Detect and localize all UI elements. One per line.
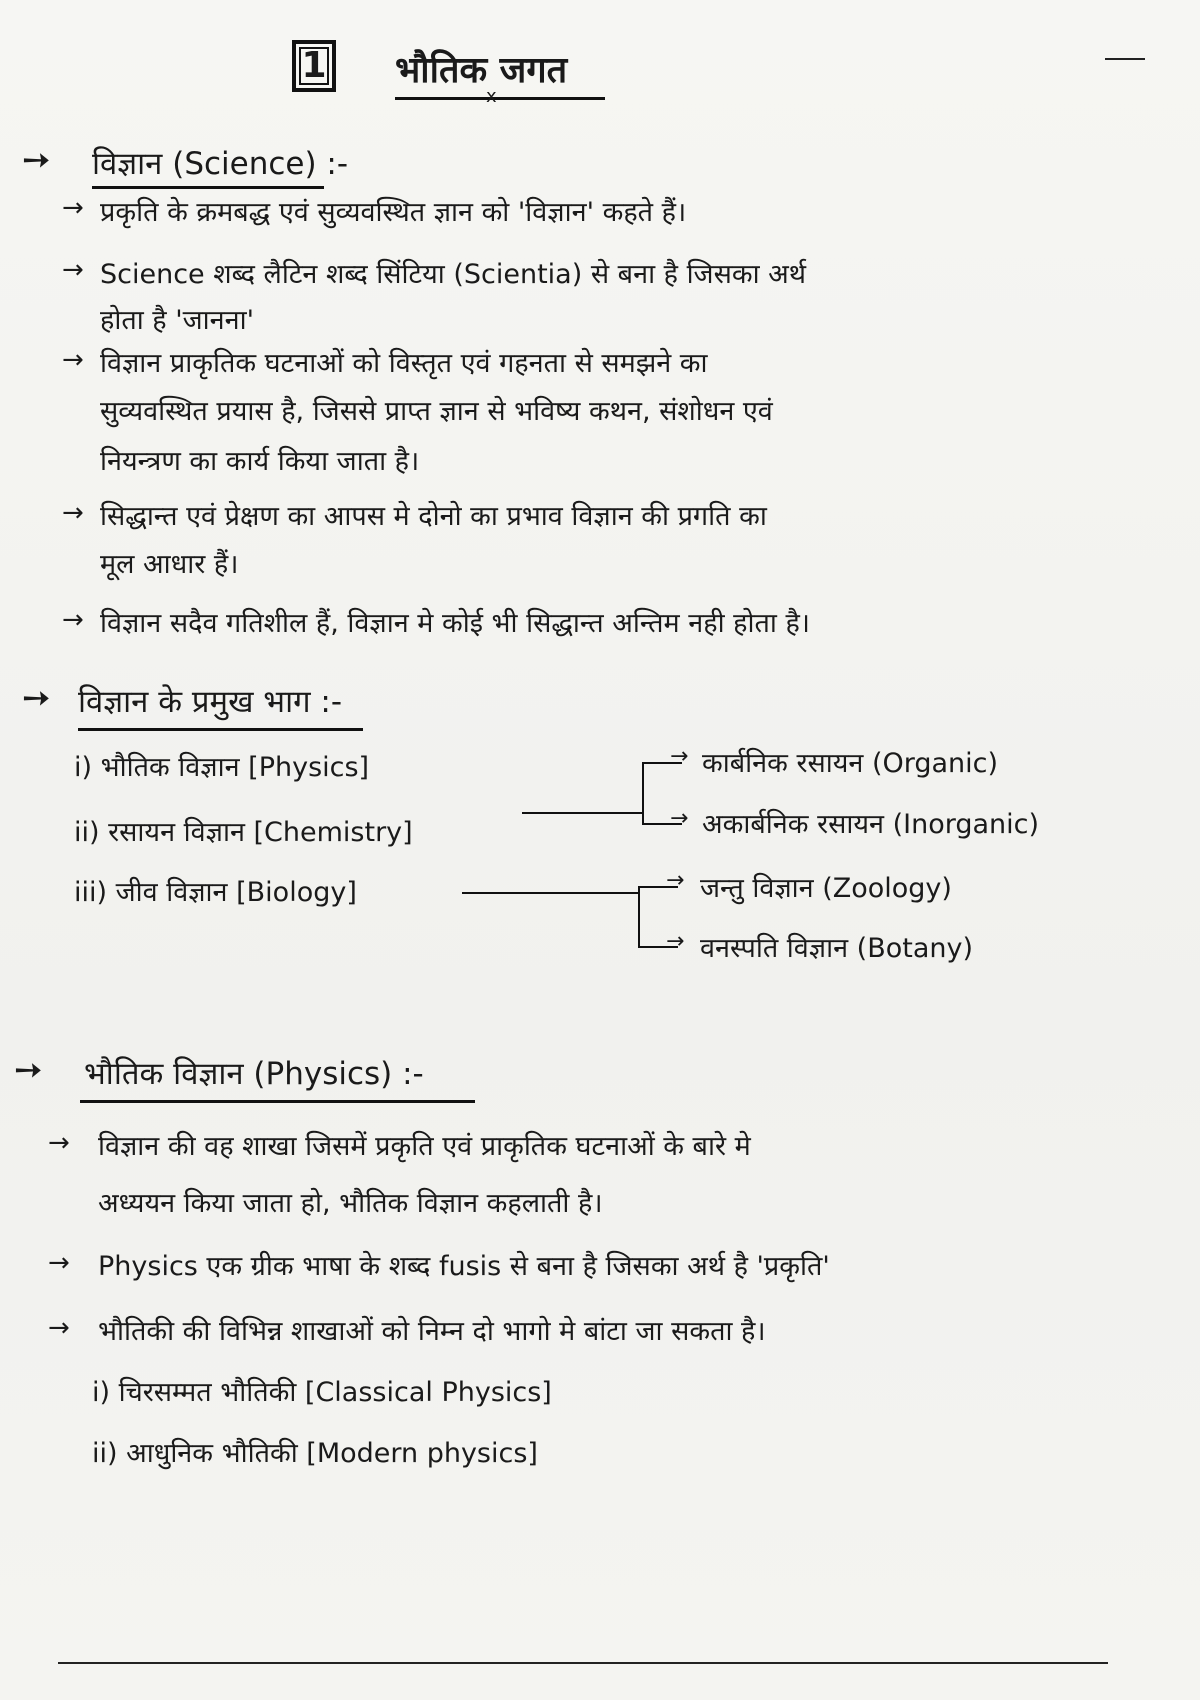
- biology-branch: जन्तु विज्ञान (Zoology): [700, 873, 952, 904]
- science-point: होता है 'जानना': [100, 305, 255, 336]
- chapter-number: 1: [292, 40, 336, 92]
- title-underline: [395, 97, 605, 100]
- branch-connector: [638, 886, 640, 948]
- physics-branch-item: ii) आधुनिक भौतिकी [Modern physics]: [92, 1438, 538, 1469]
- branch-connector: [642, 762, 644, 824]
- science-point: मूल आधार हैं।: [100, 549, 239, 580]
- margin-dash: [1105, 58, 1145, 60]
- science-point: विज्ञान प्राकृतिक घटनाओं को विस्तृत एवं गहनता से समझने का: [100, 348, 708, 379]
- science-part-item: i) भौतिक विज्ञान [Physics]: [74, 752, 370, 783]
- parts-heading: विज्ञान के प्रमुख भाग :-: [78, 684, 343, 720]
- physics-heading: भौतिक विज्ञान (Physics) :-: [84, 1056, 424, 1092]
- heading-arrow-icon: ➙: [22, 140, 51, 180]
- bullet-arrow-icon: →: [48, 1313, 70, 1343]
- science-point: नियन्त्रण का कार्य किया जाता है।: [100, 446, 420, 477]
- bullet-arrow-icon: →: [62, 255, 84, 285]
- science-heading-underline: [92, 186, 324, 189]
- title-mark: x: [486, 86, 497, 107]
- science-heading: विज्ञान (Science) :-: [92, 146, 349, 182]
- physics-point: अध्ययन किया जाता हो, भौतिक विज्ञान कहलाती है।: [98, 1188, 603, 1219]
- physics-heading-underline: [80, 1100, 475, 1103]
- branch-arrow-icon: →: [670, 806, 689, 831]
- science-point: सिद्धान्त एवं प्रेक्षण का आपस मे दोनो का प्रभाव विज्ञान की प्रगति का: [100, 501, 767, 532]
- bullet-arrow-icon: →: [62, 605, 84, 635]
- biology-branch: वनस्पति विज्ञान (Botany): [700, 933, 974, 964]
- science-point: सुव्यवस्थित प्रयास है, जिससे प्राप्त ज्ञान से भविष्य कथन, संशोधन एवं: [100, 396, 773, 427]
- page-bottom-rule: [58, 1662, 1108, 1664]
- branch-arrow-icon: →: [666, 929, 685, 954]
- chemistry-branch: कार्बनिक रसायन (Organic): [702, 748, 999, 779]
- branch-arrow-icon: →: [666, 868, 685, 893]
- science-point: Science शब्द लैटिन शब्द सिंटिया (Scientia) से बना है जिसका अर्थ: [100, 259, 807, 290]
- chapter-title: भौतिक जगत: [395, 50, 568, 91]
- science-point: प्रकृति के क्रमबद्ध एवं सुव्यवस्थित ज्ञान को 'विज्ञान' कहते हैं।: [100, 197, 687, 228]
- bullet-arrow-icon: →: [62, 498, 84, 528]
- physics-point: Physics एक ग्रीक भाषा के शब्द fusis से बना है जिसका अर्थ है 'प्रकृति': [98, 1251, 830, 1282]
- bullet-arrow-icon: →: [62, 193, 84, 223]
- bullet-arrow-icon: →: [48, 1248, 70, 1278]
- branch-connector: [462, 892, 640, 894]
- heading-arrow-icon: ➙: [14, 1050, 43, 1090]
- bullet-arrow-icon: →: [48, 1128, 70, 1158]
- physics-branch-item: i) चिरसम्मत भौतिकी [Classical Physics]: [92, 1377, 552, 1408]
- bullet-arrow-icon: →: [62, 345, 84, 375]
- physics-point: विज्ञान की वह शाखा जिसमें प्रकृति एवं प्राकृतिक घटनाओं के बारे मे: [98, 1131, 751, 1162]
- science-part-item: iii) जीव विज्ञान [Biology]: [74, 877, 357, 908]
- branch-arrow-icon: →: [670, 744, 689, 769]
- branch-connector: [522, 812, 642, 814]
- science-point: विज्ञान सदैव गतिशील हैं, विज्ञान मे कोई भी सिद्धान्त अन्तिम नही होता है।: [100, 608, 811, 639]
- science-part-item: ii) रसायन विज्ञान [Chemistry]: [74, 817, 413, 848]
- chemistry-branch: अकार्बनिक रसायन (Inorganic): [702, 809, 1040, 840]
- physics-point: भौतिकी की विभिन्न शाखाओं को निम्न दो भागो मे बांटा जा सकता है।: [98, 1316, 766, 1347]
- heading-arrow-icon: ➙: [22, 678, 51, 718]
- parts-heading-underline: [78, 728, 363, 731]
